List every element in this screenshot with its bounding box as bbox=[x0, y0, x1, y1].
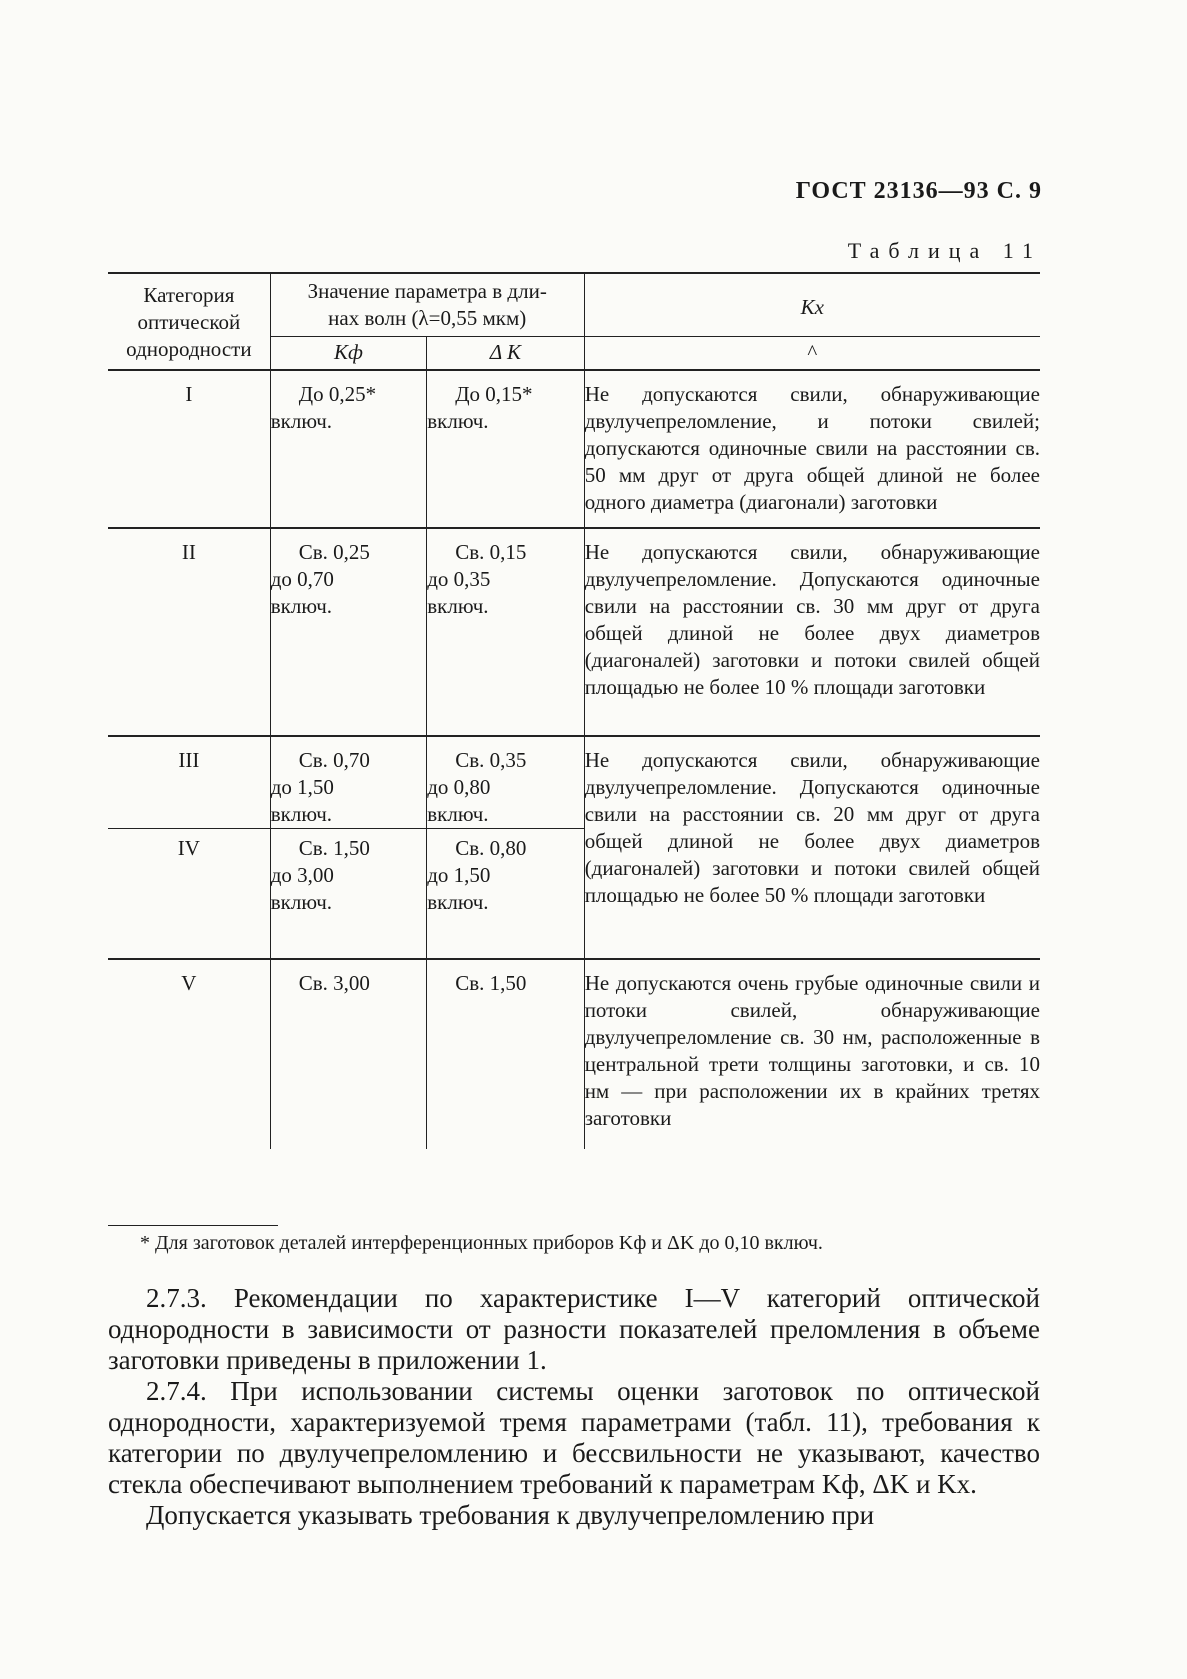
table-row: V Св. 3,00 Св. 1,50 Не допускаются очень грубые одиночные свили и потоки свилей, обнаруживающие двулучепреломление св. 30 нм, расположенные в центральной трети толщины заготовки, и св. 10 нм — при расположении их в крайних третях заготовки bbox=[108, 959, 1040, 1149]
footnote-rule bbox=[108, 1225, 278, 1226]
table-11 bbox=[108, 272, 1040, 1149]
paragraph-2-7-3: 2.7.3. Рекомендации по характеристике I—V категорий оптической однородности в зависимости от разности показателей преломления в объеме заготовки приведены в приложении 1. bbox=[108, 1283, 1040, 1375]
header-dk: Δ K bbox=[427, 337, 584, 371]
body-text bbox=[108, 1283, 1040, 1531]
table-row: IV Св. 1,50 до 3,00 включ. Св. 0,80 до 1,50 включ. bbox=[108, 829, 1040, 959]
header-kf: Kф bbox=[270, 337, 426, 371]
table-label: Таблица 11 bbox=[847, 238, 1042, 263]
paragraph-continued: Допускается указывать требования к двулучепреломлению при bbox=[146, 1500, 875, 1530]
document-header: ГОСТ 23136—93 С. 9 bbox=[795, 178, 1042, 204]
table-row: I До 0,25* включ. До 0,15* включ. Не допускаются свили, обнаруживающие двулучепреломление, и потоки свилей; допускаются одиночные свили на расстоянии св. 50 мм друг от друга общей длиной не более одного диаметра (диагонали) заготовки bbox=[108, 370, 1040, 528]
paragraph-2-7-4: 2.7.4. При использовании системы оценки заготовок по оптической однородности, характеризуемой тремя параметрами (табл. 11), требования к категории по двулучепреломлению и бессвильности не указывают, качество стекла обеспечивают выполнением требований к параметрам Kф, ΔK и Kx. bbox=[108, 1376, 1040, 1499]
header-category: Категория оптической однородности bbox=[108, 273, 270, 370]
header-kx-sub: ^ bbox=[584, 337, 1040, 371]
header-kx: Kx bbox=[584, 273, 1040, 337]
header-param-group: Значение параметра в дли- нах волн (λ=0,55 мкм) bbox=[270, 273, 584, 337]
table-row: II Св. 0,25 до 0,70 включ. Св. 0,15 до 0,35 включ. Не допускаются свили, обнаруживающие двулучепреломление. Допускаются одиночные свили на расстоянии св. 30 мм друг от друга общей длиной не более двух диаметров (диагоналей) заготовки и потоки свилей общей площадью не более 10 % площади заготовки bbox=[108, 528, 1040, 736]
footnote: * Для заготовок деталей интерференционных приборов Kф и ΔK до 0,10 включ. bbox=[140, 1232, 823, 1254]
table-row: III Св. 0,70 до 1,50 включ. Св. 0,35 до 0,80 включ. Не допускаются свили, обнаруживающие двулучепреломление. Допускаются одиночные свили на расстоянии св. 20 мм друг от друга общей длиной не более двух диаметров (диагоналей) заготовки и потоки свилей общей площадью не более 50 % площади заготовки bbox=[108, 736, 1040, 829]
